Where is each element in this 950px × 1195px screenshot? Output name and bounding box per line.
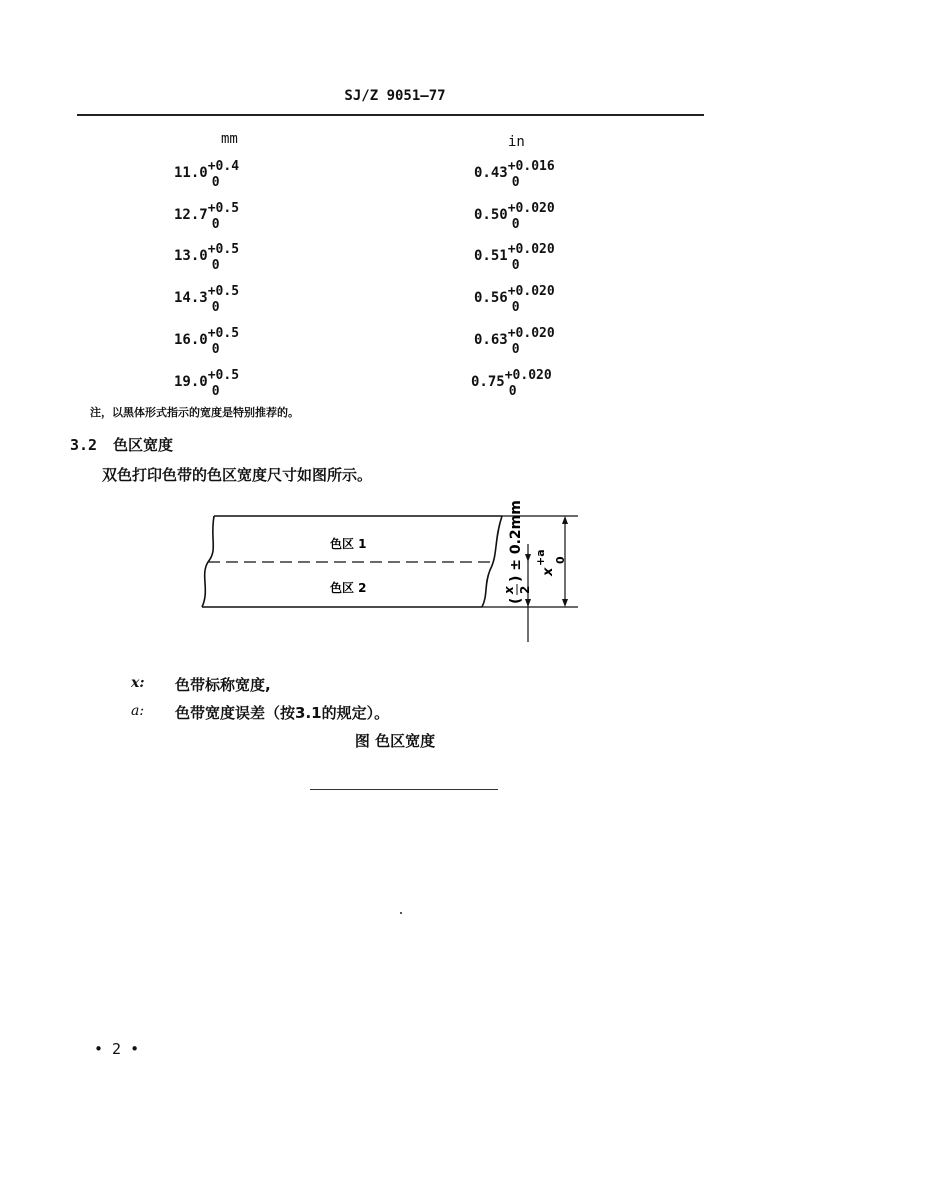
legend-text-a: 色带宽度误差（按3.1的规定）。 bbox=[175, 704, 390, 722]
tolerance-in-row bbox=[474, 201, 568, 232]
tolerance-upper: +0.016 bbox=[507, 159, 555, 174]
tolerance-upper: +0.4 bbox=[207, 159, 240, 174]
arrow-bottom-half bbox=[525, 599, 531, 607]
svg-text:x: x bbox=[541, 567, 556, 576]
tolerance-upper: +0.020 bbox=[507, 284, 555, 299]
zone-1-label: 色区 1 bbox=[330, 537, 367, 551]
dimension-label-total bbox=[534, 549, 567, 577]
tolerance-base: 0.63 bbox=[474, 332, 508, 348]
tolerance-base: 0.43 bbox=[474, 165, 508, 181]
tolerance-base: 19.0 bbox=[174, 374, 208, 390]
tolerance-lower: 0 bbox=[511, 217, 520, 232]
tolerance-in-row bbox=[474, 284, 568, 315]
tolerance-base: 11.0 bbox=[174, 165, 208, 181]
section-number: 3.2 bbox=[70, 436, 98, 454]
tolerance-mm-row bbox=[174, 326, 268, 357]
tolerance-mm-row bbox=[174, 159, 268, 190]
tolerance-lower: 0 bbox=[511, 175, 520, 190]
tolerance-lower: 0 bbox=[211, 300, 220, 315]
section-paragraph: 双色打印色带的色区宽度尺寸如图所示。 bbox=[102, 466, 373, 484]
color-zone-figure bbox=[190, 500, 590, 650]
tolerance-mm-row bbox=[174, 284, 268, 315]
tolerance-upper: +0.5 bbox=[207, 242, 240, 257]
tolerance-base: 0.50 bbox=[474, 207, 508, 223]
tolerance-base: 16.0 bbox=[174, 332, 208, 348]
tolerance-upper: +0.020 bbox=[507, 242, 555, 257]
tolerance-upper: +0.020 bbox=[507, 201, 555, 216]
column-header-mm: mm bbox=[221, 131, 238, 147]
arrow-bottom-total bbox=[562, 599, 568, 607]
column-header-in: in bbox=[508, 134, 525, 150]
document-code: SJ/Z 9051—77 bbox=[344, 88, 446, 104]
tolerance-in-row bbox=[471, 368, 565, 399]
tolerance-base: 0.51 bbox=[474, 248, 508, 264]
tolerance-in-row bbox=[474, 326, 568, 357]
tolerance-lower: 0 bbox=[511, 300, 520, 315]
tolerance-upper: +0.020 bbox=[504, 368, 552, 383]
tolerance-in-row bbox=[474, 159, 568, 190]
section-title: 色区宽度 bbox=[113, 436, 174, 454]
svg-text:0: 0 bbox=[554, 556, 567, 564]
tolerance-base: 12.7 bbox=[174, 207, 208, 223]
zone-2-label: 色区 2 bbox=[330, 581, 367, 595]
tolerance-upper: +0.5 bbox=[207, 201, 240, 216]
tolerance-upper: +0.5 bbox=[207, 326, 240, 341]
page-number: • 2 • bbox=[94, 1040, 140, 1058]
tolerance-lower: 0 bbox=[511, 342, 520, 357]
tolerance-upper: +0.020 bbox=[507, 326, 555, 341]
tolerance-lower: 0 bbox=[511, 258, 520, 273]
tolerance-upper: +0.5 bbox=[207, 284, 240, 299]
tolerance-lower: 0 bbox=[211, 342, 220, 357]
svg-text:) ± 0.2mm: ) ± 0.2mm bbox=[508, 500, 524, 582]
tolerance-base: 0.75 bbox=[471, 374, 505, 390]
end-rule bbox=[310, 789, 498, 790]
tolerance-mm-row bbox=[174, 201, 268, 232]
tolerance-mm-row bbox=[174, 368, 268, 399]
header-rule bbox=[77, 114, 704, 116]
legend-symbol-x: x: bbox=[131, 675, 145, 691]
svg-text:(: ( bbox=[508, 597, 524, 604]
arrow-top-total bbox=[562, 516, 568, 524]
svg-text:x: x bbox=[502, 586, 516, 594]
svg-text:2: 2 bbox=[518, 585, 532, 594]
tolerance-base: 14.3 bbox=[174, 290, 208, 306]
tolerance-lower: 0 bbox=[508, 384, 517, 399]
speck bbox=[400, 912, 402, 914]
arrow-mid-half bbox=[525, 554, 531, 562]
tolerance-mm-row bbox=[174, 242, 268, 273]
legend-text-x: 色带标称宽度, bbox=[175, 676, 271, 694]
tolerance-base: 13.0 bbox=[174, 248, 208, 264]
tolerance-lower: 0 bbox=[211, 384, 220, 399]
table-note: 注，以黑体形式指示的宽度是特别推荐的。 bbox=[90, 406, 299, 419]
svg-text:+a: +a bbox=[534, 549, 547, 566]
tolerance-base: 0.56 bbox=[474, 290, 508, 306]
tolerance-lower: 0 bbox=[211, 217, 220, 232]
tolerance-upper: +0.5 bbox=[207, 368, 240, 383]
tolerance-lower: 0 bbox=[211, 175, 220, 190]
figure-caption: 图 色区宽度 bbox=[354, 732, 436, 750]
legend-symbol-a: a: bbox=[131, 703, 145, 719]
tolerance-lower: 0 bbox=[211, 258, 220, 273]
tolerance-in-row bbox=[474, 242, 568, 273]
